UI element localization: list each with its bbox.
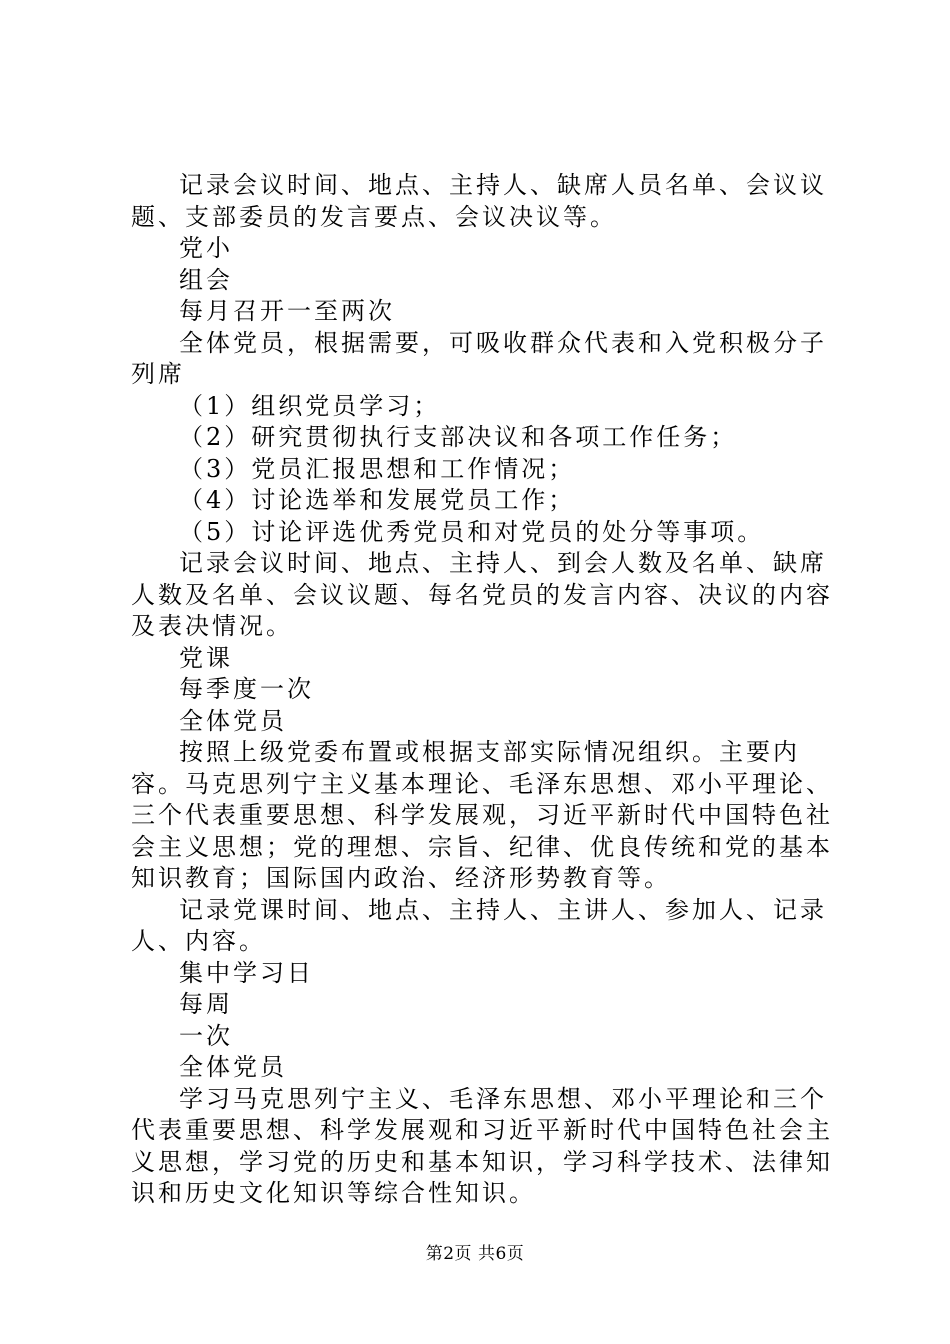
- paragraph: 党小: [179, 234, 233, 262]
- paragraph: 每周: [179, 990, 233, 1018]
- paragraph: 全体党员: [179, 706, 287, 735]
- paragraph: 每月召开一至两次: [179, 297, 395, 325]
- list-item: （4）讨论选举和发展党员工作；: [179, 486, 576, 514]
- paragraph: 集中学习日: [179, 958, 314, 987]
- paragraph: 每季度一次: [179, 675, 314, 703]
- document-body: [131, 170, 851, 1210]
- paragraph: 全体党员: [179, 1053, 287, 1081]
- paragraph: 记录会议时间、地点、主持人、缺席人员名单、会议议题、支部委员的发言要点、会议决议等。: [131, 171, 827, 231]
- page-number: 第2页 共6页: [425, 1244, 525, 1264]
- paragraph: 学习马克思列宁主义、毛泽东思想、邓小平理论和三个代表重要思想、科学发展观和习近平新时代中国特色社会主义思想，学习党的历史和基本知识，学习科学技术、法律知识和历史文化知识等综合性知识。: [131, 1084, 833, 1207]
- paragraph: 党课: [179, 643, 233, 672]
- paragraph: 按照上级党委布置或根据支部实际情况组织。主要内容。马克思列宁主义基本理论、毛泽东思想、邓小平理论、三个代表重要思想、科学发展观，习近平新时代中国特色社会主义思想；党的理想、宗旨、纪律、优良传统和党的基本知识教育；国际国内政治、经济形势教育等。: [131, 738, 833, 892]
- paragraph: 全体党员，根据需要，可吸收群众代表和入党积极分子列席: [131, 328, 827, 388]
- list-item: （1）组织党员学习；: [179, 391, 441, 420]
- paragraph: 记录会议时间、地点、主持人、到会人数及名单、缺席人数及名单、会议议题、每名党员的发言内容、决议的内容及表决情况。: [131, 549, 833, 640]
- paragraph: 组会: [179, 265, 233, 294]
- paragraph: 记录党课时间、地点、主持人、主讲人、参加人、记录人、内容。: [131, 895, 827, 955]
- list-item: （2）研究贯彻执行支部决议和各项工作任务；: [179, 423, 738, 451]
- list-item: （3）党员汇报思想和工作情况；: [179, 454, 576, 483]
- paragraph: 一次: [179, 1021, 233, 1050]
- list-item: （5）讨论评选优秀党员和对党员的处分等事项。: [179, 517, 765, 546]
